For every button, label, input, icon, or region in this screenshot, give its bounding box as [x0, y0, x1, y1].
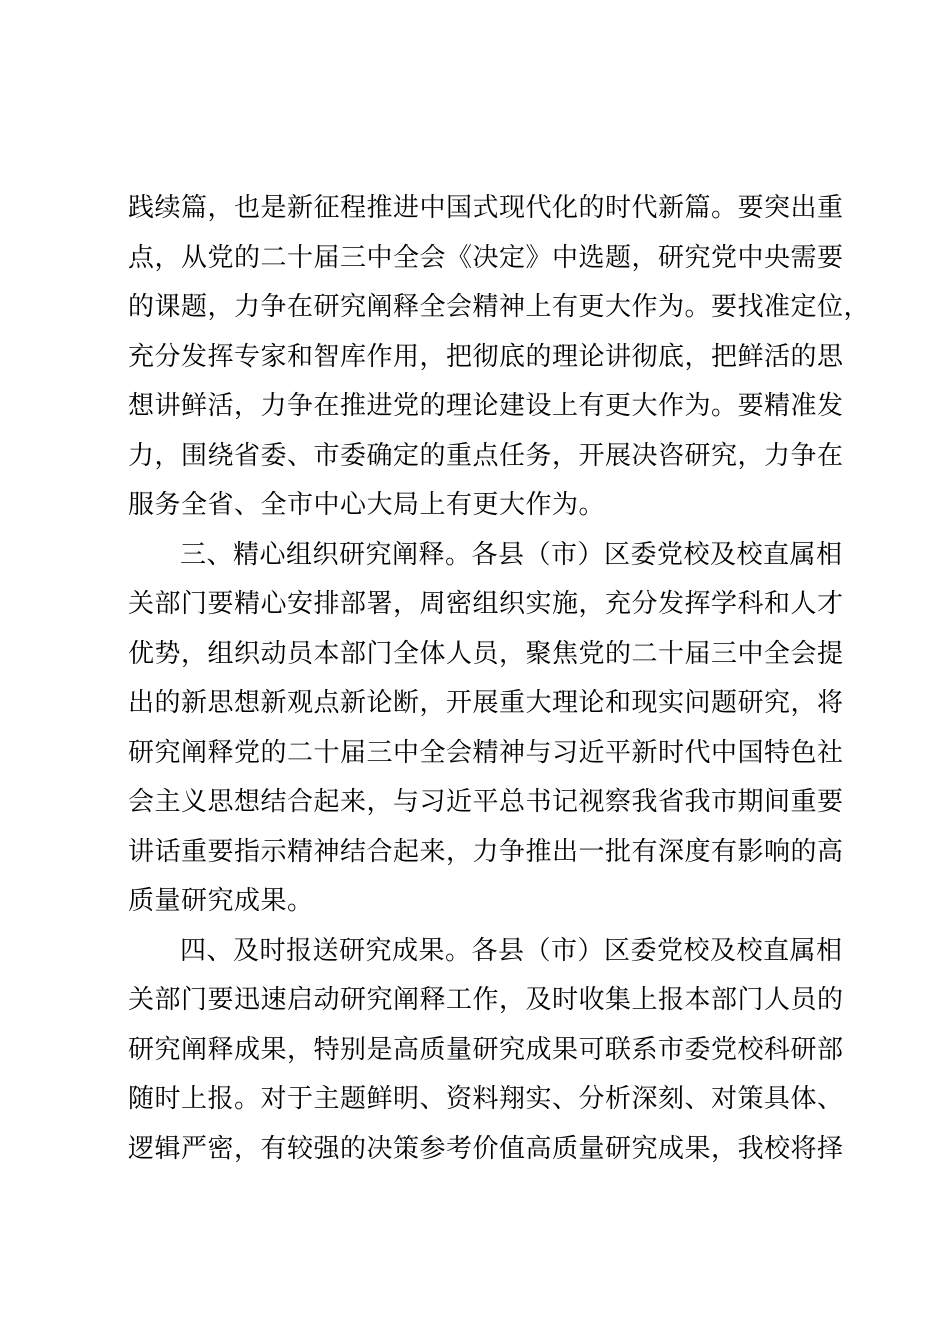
text-line: 逻辑严密，有较强的决策参考价值高质量研究成果，我校将择 [128, 1133, 844, 1164]
text-line: 出的新思想新观点新论断，开展重大理论和现实问题研究，将 [128, 688, 844, 718]
text-line: 研究阐释党的二十届三中全会精神与习近平新时代中国特色社 [128, 737, 844, 768]
document-body [128, 184, 871, 1174]
text-line: 研究阐释成果，特别是高质量研究成果可联系市委党校科研部 [128, 1034, 844, 1065]
text-line: 充分发挥专家和智库作用，把彻底的理论讲彻底，把鲜活的思 [128, 341, 844, 372]
section-3-heading-line: 三、精心组织研究阐释。各县（市）区委党校及校直属相 [180, 539, 843, 570]
text-line: 点，从党的二十届三中全会《决定》中选题，研究党中央需要 [128, 242, 844, 273]
text-line: 的课题，力争在研究阐释全会精神上有更大作为。要找准定位， [128, 292, 871, 322]
text-line: 想讲鲜活，力争在推进党的理论建设上有更大作为。要精准发 [128, 391, 844, 421]
text-line: 质量研究成果。 [128, 886, 314, 916]
text-line: 讲话重要指示精神结合起来，力争推出一批有深度有影响的高 [128, 836, 844, 867]
section-4-heading-line: 四、及时报送研究成果。各县（市）区委党校及校直属相 [180, 935, 843, 966]
text-line: 会主义思想结合起来，与习近平总书记视察我省我市期间重要 [128, 787, 844, 817]
text-line: 践续篇，也是新征程推进中国式现代化的时代新篇。要突出重 [128, 193, 844, 223]
text-line: 关部门要精心安排部署，周密组织实施，充分发挥学科和人才 [128, 589, 844, 619]
text-line: 服务全省、全市中心大局上有更大作为。 [128, 490, 606, 520]
text-line: 关部门要迅速启动研究阐释工作，及时收集上报本部门人员的 [128, 985, 844, 1015]
text-line: 力，围绕省委、市委确定的重点任务，开展决咨研究，力争在 [128, 440, 844, 471]
text-line: 随时上报。对于主题鲜明、资料翔实、分析深刻、对策具体、 [128, 1084, 844, 1114]
text-line: 优势，组织动员本部门全体人员，聚焦党的二十届三中全会提 [128, 638, 844, 669]
